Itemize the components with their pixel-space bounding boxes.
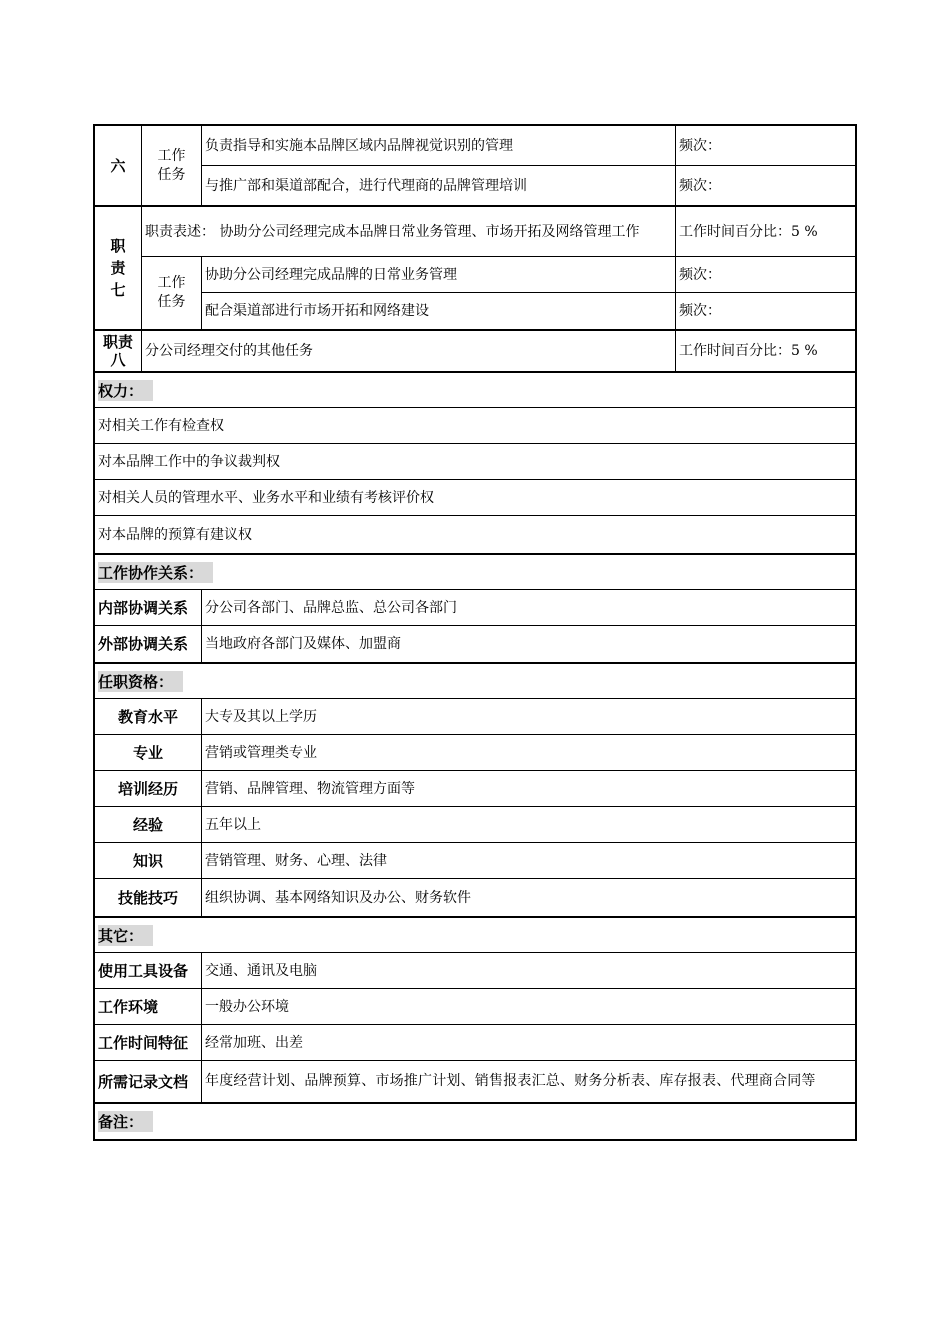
other-label: 工作时间特征	[95, 1025, 202, 1060]
relation-row	[95, 626, 855, 662]
task-text: 配合渠道部进行市场开拓和网络建设	[202, 293, 676, 329]
relation-row	[95, 590, 855, 626]
task-row	[202, 166, 855, 205]
qualifications-block	[93, 664, 857, 918]
duty-seven-tasks-row	[142, 257, 855, 329]
other-row	[95, 1061, 855, 1102]
qualification-row	[95, 771, 855, 807]
qualification-label: 知识	[95, 843, 202, 878]
duty-seven-desc-row	[142, 207, 855, 257]
qualification-row	[95, 879, 855, 916]
qualification-value: 营销、品牌管理、物流管理方面等	[205, 780, 415, 797]
job-description-sheet	[93, 124, 857, 1141]
duty-seven-label: 职责七	[95, 207, 142, 329]
task-row	[202, 257, 855, 293]
relation-value: 当地政府各部门及媒体、加盟商	[205, 636, 401, 652]
duty-seven-percent: 工作时间百分比：5 %	[679, 223, 818, 240]
other-value: 年度经营计划、品牌预算、市场推广计划、销售报表汇总、财务分析表、库存报表、代理商合同等	[205, 1073, 816, 1089]
power-title: 权力：	[95, 373, 855, 408]
duty-seven-content	[142, 207, 855, 329]
other-row	[95, 953, 855, 989]
relation-value: 分公司各部门、品牌总监、总公司各部门	[205, 599, 457, 616]
qualification-value: 营销管理、财务、心理、法律	[205, 852, 387, 869]
qualification-row	[95, 699, 855, 735]
other-value: 经常加班、出差	[205, 1034, 303, 1051]
remark-block	[93, 1104, 857, 1141]
qualification-label: 培训经历	[95, 771, 202, 806]
power-item: 对相关工作有检查权	[95, 408, 855, 444]
qualification-label: 专业	[95, 735, 202, 770]
relations-block	[93, 555, 857, 664]
task-frequency: 频次：	[679, 177, 721, 194]
duty-six-task-label: 工作任务	[142, 126, 202, 205]
duty-six-block	[93, 124, 857, 207]
relation-label: 外部协调关系	[95, 626, 202, 662]
task-text: 与推广部和渠道部配合，进行代理商的品牌管理培训	[202, 166, 676, 205]
other-block	[93, 918, 857, 1104]
power-item: 对本品牌的预算有建议权	[98, 526, 252, 543]
qualification-value: 组织协调、基本网络知识及办公、财务软件	[205, 889, 471, 906]
relation-label: 内部协调关系	[95, 590, 202, 625]
duty-six-label: 六	[95, 126, 142, 205]
duty-eight-label: 职责八	[95, 331, 142, 371]
qualification-value: 营销或管理类专业	[205, 744, 317, 761]
other-row	[95, 1025, 855, 1061]
qualification-value: 大专及其以上学历	[205, 708, 317, 725]
other-label: 使用工具设备	[95, 953, 202, 988]
task-frequency: 频次：	[679, 137, 721, 154]
remark-title: 备注：	[95, 1104, 855, 1139]
task-text: 负责指导和实施本品牌区域内品牌视觉识别的管理	[202, 126, 676, 165]
other-row	[95, 989, 855, 1025]
power-item: 对本品牌工作中的争议裁判权	[95, 444, 855, 480]
duty-seven-tasks	[202, 257, 855, 329]
relations-title: 工作协作关系：	[95, 555, 855, 590]
qualification-value: 五年以上	[205, 816, 261, 833]
task-frequency: 频次：	[679, 303, 721, 319]
qualification-label: 教育水平	[95, 699, 202, 734]
task-text: 协助分公司经理完成品牌的日常业务管理	[202, 257, 676, 292]
task-row	[202, 126, 855, 166]
other-value: 一般办公环境	[205, 998, 289, 1015]
duty-eight-desc: 分公司经理交付的其他任务	[142, 331, 676, 371]
qualification-row	[95, 735, 855, 771]
other-label: 工作环境	[95, 989, 202, 1024]
qualifications-title: 任职资格：	[95, 664, 855, 699]
duty-seven-task-label: 工作任务	[142, 257, 202, 329]
duty-seven-desc: 职责表述： 协助分公司经理完成本品牌日常业务管理、市场开拓及网络管理工作	[142, 207, 676, 256]
task-frequency: 频次：	[679, 266, 721, 283]
other-label: 所需记录文档	[95, 1061, 202, 1102]
duty-eight-percent: 工作时间百分比：5 %	[679, 343, 818, 359]
duty-six-row	[95, 126, 855, 205]
qualification-row	[95, 843, 855, 879]
power-block	[93, 373, 857, 555]
qualification-row	[95, 807, 855, 843]
other-value: 交通、通讯及电脑	[205, 962, 317, 979]
qualification-label: 经验	[95, 807, 202, 842]
duty-eight-block	[93, 331, 857, 373]
duty-six-tasks	[202, 126, 855, 205]
task-row	[202, 293, 855, 329]
power-item: 对相关人员的管理水平、业务水平和业绩有考核评价权	[95, 480, 855, 516]
qualification-label: 技能技巧	[95, 879, 202, 916]
duty-seven-block	[93, 207, 857, 331]
duty-seven-row	[95, 207, 855, 329]
duty-eight-row	[95, 331, 855, 371]
other-title: 其它：	[95, 918, 855, 953]
